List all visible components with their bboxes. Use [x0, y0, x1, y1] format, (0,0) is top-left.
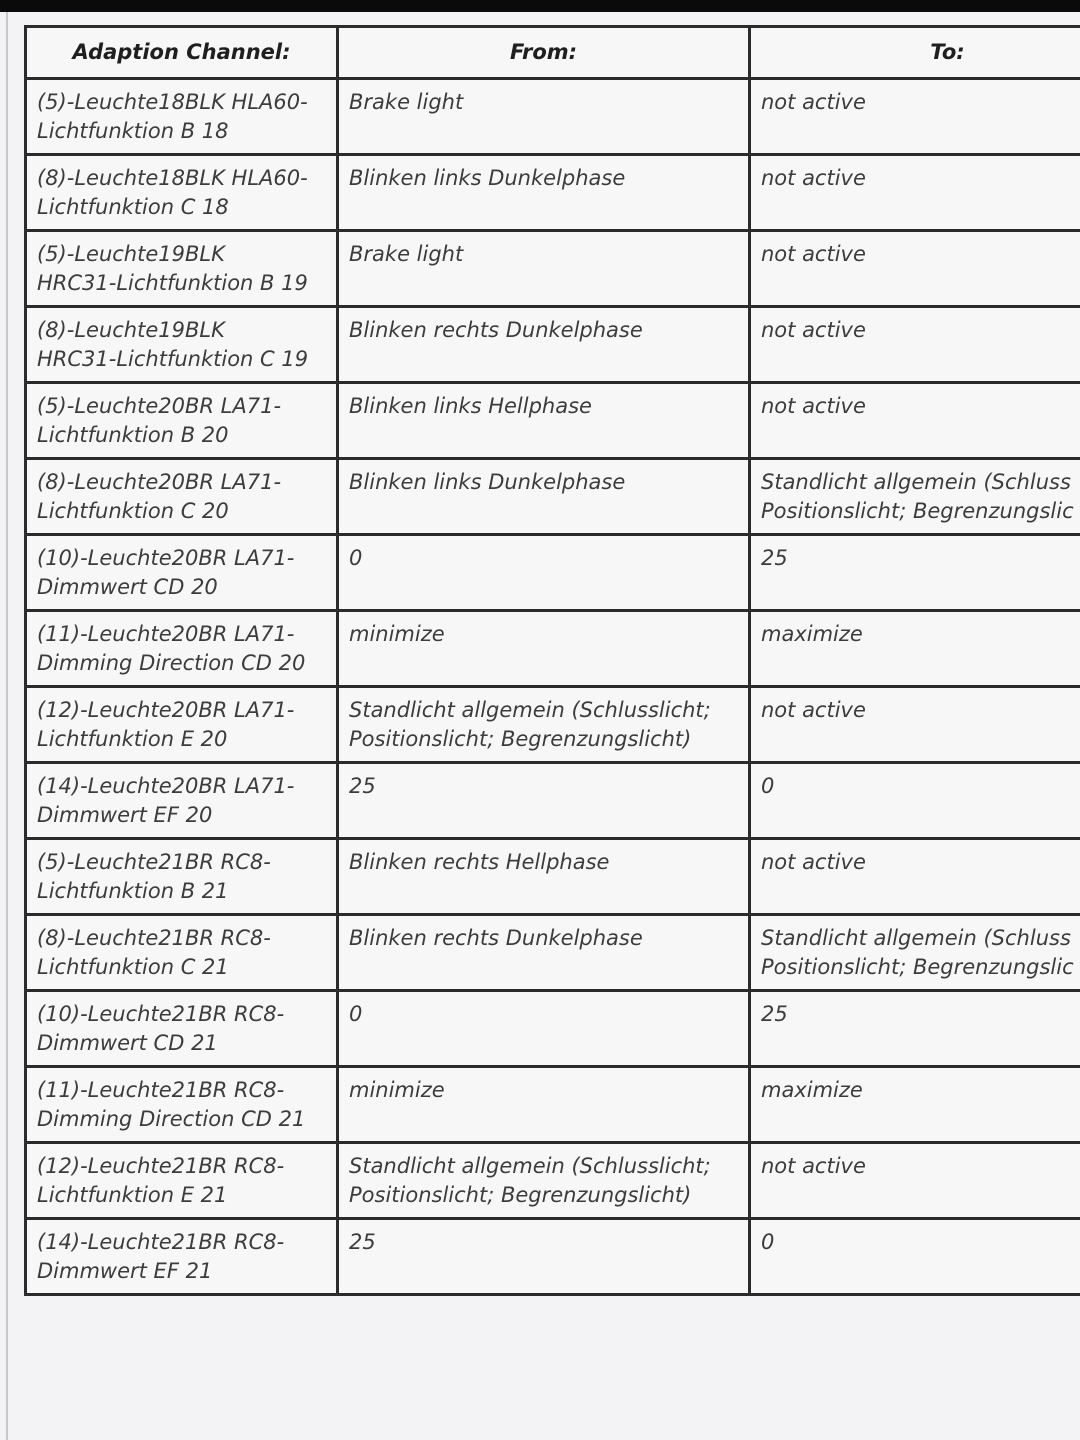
cell-from: [338, 459, 750, 535]
cell-from: [338, 611, 750, 687]
cell-adaption-channel-line: Dimming Direction CD 20: [37, 651, 306, 675]
table-row: [26, 79, 1080, 155]
page-left-rule: [6, 12, 8, 1440]
table-body: [26, 79, 1080, 1295]
cell-to: [750, 1067, 1080, 1143]
cell-adaption-channel-line: (8)-Leuchte18BLK HLA60-: [37, 166, 308, 190]
table-row: [26, 991, 1080, 1067]
cell-from-line: 0: [349, 1002, 363, 1026]
cell-adaption-channel: [26, 991, 338, 1067]
cell-from: [338, 79, 750, 155]
cell-adaption-channel-line: (5)-Leuchte21BR RC8-: [37, 850, 271, 874]
cell-from: [338, 915, 750, 991]
cell-to-line: not active: [761, 698, 866, 722]
cell-from-line: Blinken rechts Dunkelphase: [349, 318, 643, 342]
cell-to-line: not active: [761, 242, 866, 266]
cell-to: [750, 763, 1080, 839]
top-status-bar: [0, 0, 1080, 12]
cell-from-line: minimize: [349, 622, 445, 646]
table-row: [26, 915, 1080, 991]
cell-adaption-channel: [26, 231, 338, 307]
cell-adaption-channel-line: (5)-Leuchte19BLK: [37, 242, 225, 266]
cell-adaption-channel-line: Dimmwert CD 20: [37, 575, 218, 599]
cell-from: [338, 763, 750, 839]
cell-adaption-channel-line: (8)-Leuchte19BLK: [37, 318, 225, 342]
cell-adaption-channel-line: (5)-Leuchte20BR LA71-: [37, 394, 282, 418]
header-row: [26, 27, 1080, 79]
cell-from: [338, 687, 750, 763]
cell-to-line: Standlicht allgemein (Schluss: [761, 926, 1071, 950]
cell-to-line: not active: [761, 394, 866, 418]
cell-from: [338, 535, 750, 611]
table-row: [26, 231, 1080, 307]
cell-to-line: 0: [761, 1230, 775, 1254]
cell-adaption-channel: [26, 535, 338, 611]
cell-to: [750, 687, 1080, 763]
cell-from-line: Brake light: [349, 90, 464, 114]
cell-to-line: Positionslicht; Begrenzungslic: [761, 955, 1074, 979]
cell-adaption-channel-line: (8)-Leuchte20BR LA71-: [37, 470, 282, 494]
adaption-table-container: [24, 25, 1080, 1296]
table-row: [26, 307, 1080, 383]
cell-to: [750, 1143, 1080, 1219]
cell-adaption-channel-line: (12)-Leuchte21BR RC8-: [37, 1154, 285, 1178]
cell-to-line: Standlicht allgemein (Schluss: [761, 470, 1071, 494]
cell-adaption-channel-line: Lichtfunktion B 18: [37, 119, 229, 143]
cell-adaption-channel: [26, 687, 338, 763]
cell-adaption-channel-line: (14)-Leuchte21BR RC8-: [37, 1230, 285, 1254]
cell-adaption-channel: [26, 383, 338, 459]
header-to: To:: [750, 27, 1080, 79]
cell-adaption-channel: [26, 155, 338, 231]
cell-from-line: Blinken rechts Dunkelphase: [349, 926, 643, 950]
cell-adaption-channel-line: (11)-Leuchte21BR RC8-: [37, 1078, 285, 1102]
cell-adaption-channel-line: Lichtfunktion C 20: [37, 499, 229, 523]
cell-to: [750, 307, 1080, 383]
cell-adaption-channel-line: Dimmwert CD 21: [37, 1031, 218, 1055]
cell-from-line: Blinken links Dunkelphase: [349, 166, 626, 190]
cell-to: [750, 155, 1080, 231]
cell-from-line: Brake light: [349, 242, 464, 266]
cell-adaption-channel-line: Lichtfunktion E 21: [37, 1183, 228, 1207]
cell-from-line: Blinken rechts Hellphase: [349, 850, 610, 874]
table-row: [26, 839, 1080, 915]
cell-adaption-channel-line: (11)-Leuchte20BR LA71-: [37, 622, 295, 646]
table-row: [26, 383, 1080, 459]
cell-adaption-channel-line: Lichtfunktion B 20: [37, 423, 229, 447]
cell-from: [338, 991, 750, 1067]
cell-to: [750, 991, 1080, 1067]
cell-to-line: not active: [761, 850, 866, 874]
cell-to-line: 25: [761, 1002, 788, 1026]
cell-to-line: not active: [761, 90, 866, 114]
adaption-table: [24, 25, 1080, 1296]
table-row: [26, 611, 1080, 687]
cell-from-line: Positionslicht; Begrenzungslicht): [349, 1183, 692, 1207]
cell-adaption-channel-line: Dimmwert EF 21: [37, 1259, 213, 1283]
cell-to-line: not active: [761, 1154, 866, 1178]
cell-to-line: not active: [761, 166, 866, 190]
cell-to: [750, 383, 1080, 459]
cell-adaption-channel-line: Lichtfunktion C 18: [37, 195, 229, 219]
cell-from-line: minimize: [349, 1078, 445, 1102]
cell-from-line: Standlicht allgemein (Schlusslicht;: [349, 1154, 711, 1178]
cell-adaption-channel: [26, 1219, 338, 1295]
cell-to: [750, 79, 1080, 155]
cell-adaption-channel-line: (10)-Leuchte20BR LA71-: [37, 546, 295, 570]
cell-adaption-channel-line: (8)-Leuchte21BR RC8-: [37, 926, 271, 950]
cell-adaption-channel: [26, 839, 338, 915]
table-row: [26, 1219, 1080, 1295]
cell-from-line: Blinken links Hellphase: [349, 394, 592, 418]
cell-to-line: maximize: [761, 622, 863, 646]
cell-from: [338, 1143, 750, 1219]
table-header: [26, 27, 1080, 79]
table-row: [26, 687, 1080, 763]
cell-from-line: Standlicht allgemein (Schlusslicht;: [349, 698, 711, 722]
header-adaption-channel: Adaption Channel:: [26, 27, 338, 79]
cell-adaption-channel-line: Dimming Direction CD 21: [37, 1107, 306, 1131]
cell-to: [750, 231, 1080, 307]
header-from: From:: [338, 27, 750, 79]
cell-from: [338, 1219, 750, 1295]
table-row: [26, 763, 1080, 839]
cell-to: [750, 611, 1080, 687]
cell-adaption-channel-line: HRC31-Lichtfunktion B 19: [37, 271, 308, 295]
cell-adaption-channel-line: (12)-Leuchte20BR LA71-: [37, 698, 295, 722]
cell-adaption-channel-line: Lichtfunktion C 21: [37, 955, 229, 979]
table-row: [26, 1143, 1080, 1219]
cell-from-line: 25: [349, 774, 376, 798]
table-row: [26, 535, 1080, 611]
cell-from: [338, 307, 750, 383]
table-row: [26, 459, 1080, 535]
cell-to: [750, 839, 1080, 915]
cell-adaption-channel: [26, 307, 338, 383]
cell-to: [750, 535, 1080, 611]
cell-adaption-channel-line: (14)-Leuchte20BR LA71-: [37, 774, 295, 798]
cell-from-line: 25: [349, 1230, 376, 1254]
cell-adaption-channel: [26, 1067, 338, 1143]
cell-from: [338, 155, 750, 231]
cell-adaption-channel-line: (5)-Leuchte18BLK HLA60-: [37, 90, 308, 114]
cell-from: [338, 383, 750, 459]
cell-to: [750, 915, 1080, 991]
cell-adaption-channel: [26, 763, 338, 839]
cell-adaption-channel: [26, 611, 338, 687]
cell-adaption-channel: [26, 1143, 338, 1219]
cell-adaption-channel-line: Lichtfunktion E 20: [37, 727, 228, 751]
cell-to-line: maximize: [761, 1078, 863, 1102]
cell-adaption-channel-line: (10)-Leuchte21BR RC8-: [37, 1002, 285, 1026]
cell-to-line: 0: [761, 774, 775, 798]
cell-from: [338, 839, 750, 915]
cell-from-line: Blinken links Dunkelphase: [349, 470, 626, 494]
cell-from-line: Positionslicht; Begrenzungslicht): [349, 727, 692, 751]
cell-adaption-channel-line: Lichtfunktion B 21: [37, 879, 229, 903]
cell-from: [338, 231, 750, 307]
table-row: [26, 155, 1080, 231]
cell-to-line: 25: [761, 546, 788, 570]
cell-adaption-channel-line: HRC31-Lichtfunktion C 19: [37, 347, 309, 371]
cell-to: [750, 459, 1080, 535]
cell-adaption-channel: [26, 459, 338, 535]
cell-to: [750, 1219, 1080, 1295]
cell-to-line: Positionslicht; Begrenzungslic: [761, 499, 1074, 523]
cell-adaption-channel: [26, 915, 338, 991]
cell-adaption-channel-line: Dimmwert EF 20: [37, 803, 213, 827]
table-row: [26, 1067, 1080, 1143]
cell-from-line: 0: [349, 546, 363, 570]
cell-adaption-channel: [26, 79, 338, 155]
cell-to-line: not active: [761, 318, 866, 342]
cell-from: [338, 1067, 750, 1143]
